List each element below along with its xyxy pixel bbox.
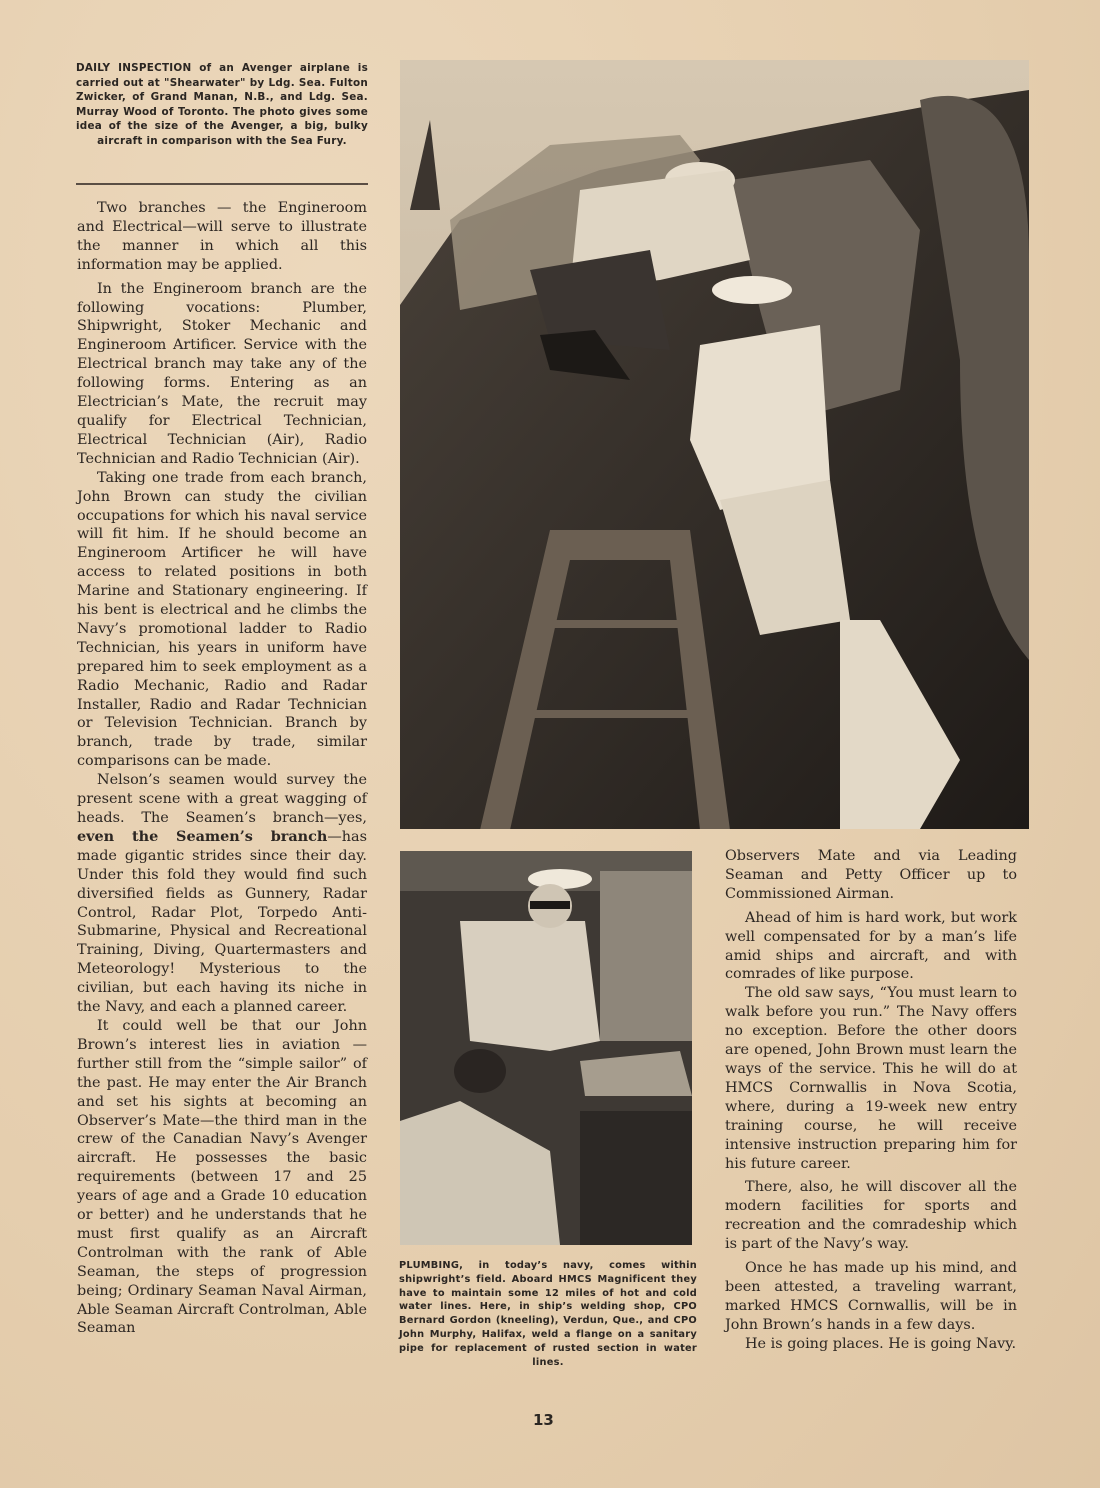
- paragraph: He is going places. He is going Navy.: [745, 1335, 1017, 1352]
- paragraph: Taking one trade from each branch, John Brown can study the civilian occupations for which his naval service will fit him. If he should become an Engineroom Artificer he will have access to related positions in both Marine and Stationary engineering. If his bent is electrical and he climbs the Navy’s promotional ladder to Radio Technician, his years in uniform have prepared him to seek employment as a Radio Mechanic, Radio and Radar Installer, Radio and Radar Technician or Television Technician. Branch by branch, trade by trade, similar comparisons can be made.: [77, 469, 367, 770]
- paragraph: Once he has made up his mind, and been attested, a traveling warrant, marked HMCS Cornwallis, will be in John Brown’s hands in a few days.: [725, 1260, 1017, 1333]
- paragraph: [77, 771, 367, 1017]
- page-number: 13: [533, 1411, 554, 1429]
- bottom-photo-caption: [399, 1259, 697, 1369]
- paragraph: In the Engineroom branch are the following vocations: Plumber, Shipwright, Stoker Mechanic and Engineroom Artificer. Service with the Electrical branch may take any of the following forms. Entering as an Electrician’s Mate, the recruit may qualify for Electrical Technician, Electrical Technician (Air), Radio Technician and Radio Technician (Air).: [77, 280, 367, 467]
- article-column-left: [77, 199, 367, 1338]
- paragraph-text: Nelson’s seamen would survey the present scene with a great wagging of heads. The Seamen’s branch—yes,: [77, 772, 367, 826]
- bold-emphasis: even the Seamen’s branch: [77, 827, 328, 845]
- caption-lead: PLUMBING,: [399, 1260, 464, 1271]
- welding-photo-illustration: [400, 851, 692, 1245]
- paragraph-text: —has made gigantic strides since their day. Under this fold they would find such diversified fields as Gunnery, Radar Control, Radar Plot, Torpedo Anti-Submarine, Physical and Recreational Training, Diving, Quartermasters and Meteorology! Mysterious to the civilian, but each having its niche in the Navy, and each a planned career.: [77, 828, 367, 1016]
- article-column-right: [725, 847, 1017, 1354]
- avenger-photo-illustration: [400, 60, 1029, 829]
- paragraph: Ahead of him is hard work, but work well compensated for by a man’s life amid ships and aircraft, and with comrades of like purpose.: [725, 909, 1017, 983]
- paragraph: The old saw says, “You must learn to walk before you run.” The Navy offers no exception. Before the other doors are opened, John Brown must learn the ways of the service. This he will do at HMCS Cornwallis in Nova Scotia, where, during a 19-week new entry training course, he will receive intensive instruction preparing him for his future career.: [725, 985, 1017, 1172]
- caption-divider: [76, 183, 368, 185]
- caption-text: of an Avenger airplane is carried out at "Shearwater" by Ldg. Sea. Fulton Zwicker, of Grand Manan, N.B., and Ldg. Sea. Murray Wood of Toronto. The photo gives some idea of the size of the Avenger, a big, bulky aircraft in comparison with the Sea Fury.: [76, 62, 368, 147]
- avenger-inspection-photo: [400, 60, 1029, 829]
- paragraph: Two branches — the Engineroom and Electrical—will serve to illustrate the manner in which all this information may be applied.: [77, 200, 367, 273]
- top-photo-caption: [76, 61, 368, 149]
- paragraph: There, also, he will discover all the modern facilities for sports and recreation and the comradeship which is part of the Navy’s way.: [725, 1179, 1017, 1253]
- caption-lead: DAILY INSPECTION: [76, 62, 192, 74]
- caption-text: in today’s navy, comes within shipwright’s field. Aboard HMCS Magnificent they have to maintain some 12 miles of hot and cold water lines. Here, in ship’s welding shop, CPO Bernard Gordon (kneeling), Verdun, Que., and CPO John Murphy, Halifax, weld a flange on a sanitary pipe for replacement of rusted section in water lines.: [399, 1260, 697, 1368]
- welding-shop-photo: [400, 851, 692, 1245]
- paragraph: Observers Mate and via Leading Seaman and Petty Officer up to Commissioned Airman.: [725, 848, 1017, 902]
- paragraph: It could well be that our John Brown’s interest lies in aviation — further still from the “simple sailor” of the past. He may enter the Air Branch and set his sights at becoming an Observer’s Mate—the third man in the crew of the Canadian Navy’s Avenger aircraft. He possesses the basic requirements (between 17 and 25 years of age and a Grade 10 education or better) and he understands that he must first qualify as an Aircraft Controlman with the rank of Able Seaman, the steps of progression being; Ordinary Seaman Naval Airman, Able Seaman Aircraft Controlman, Able Seaman: [77, 1017, 367, 1337]
